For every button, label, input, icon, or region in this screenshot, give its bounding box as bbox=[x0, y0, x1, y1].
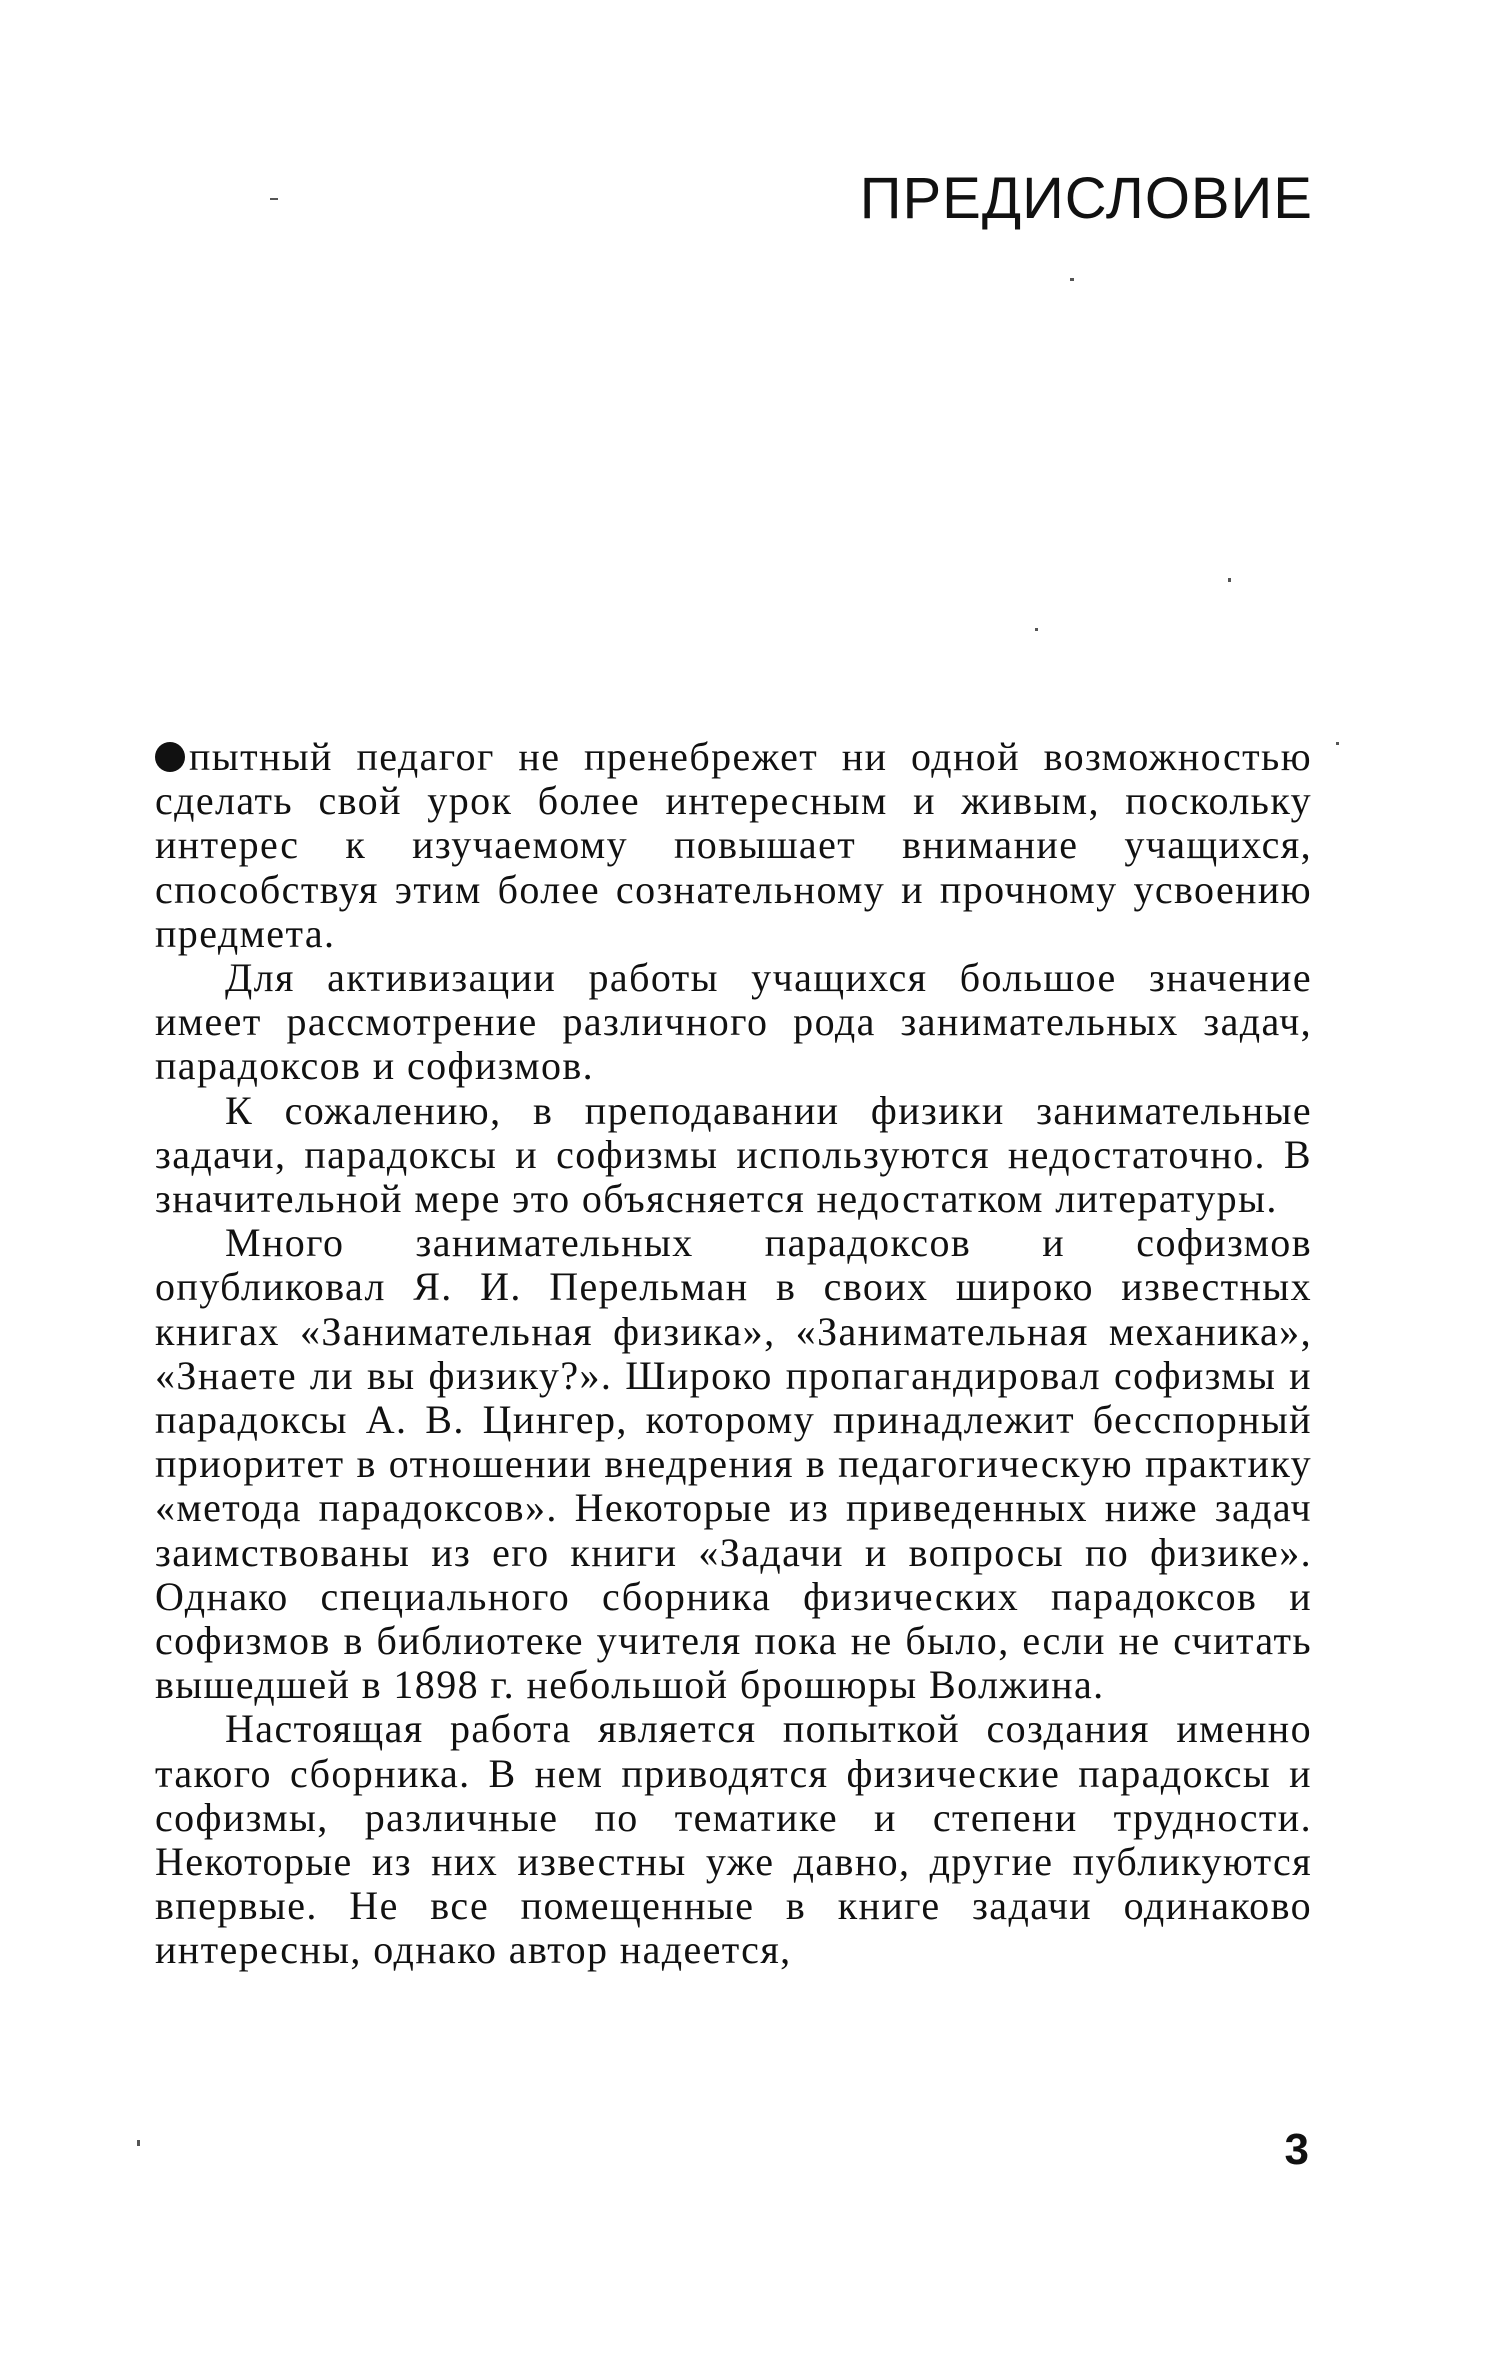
paragraph-5: Настоящая работа является попыткой создания именно такого сборника. В нем приводятся физические парадоксы и софизмы, различные по тематике и степени трудности. Некоторые из них известны уже давно, другие публикуются впервые. Не все помещенные в книге задачи одинаково интересны, однако автор надеется, bbox=[155, 1706, 1312, 1973]
paragraph-3: К сожалению, в преподавании физики занимательные задачи, парадоксы и софизмы используются недостаточно. В значительной мере это объясняется недостатком литературы. bbox=[155, 1087, 1312, 1222]
page-number: 3 bbox=[1284, 2125, 1309, 2174]
chapter-title: ПРЕДИСЛОВИЕ bbox=[859, 166, 1313, 231]
scan-speck bbox=[1070, 278, 1074, 281]
preface-body bbox=[155, 735, 1312, 1973]
paragraph-1-text: пытный педагог не пренебрежет ни одной возможностью сделать свой урок более интересным и живым, поскольку интерес к изучаемому повышает внимание учащихся, способствуя этим более сознательному и прочному усвоению предмета. bbox=[155, 734, 1312, 956]
scan-speck bbox=[1336, 742, 1339, 745]
paragraph-2: Для активизации работы учащихся большое значение имеет рассмотрение различного рода занимательных задач, парадоксов и софизмов. bbox=[155, 955, 1312, 1089]
paragraph-1 bbox=[155, 735, 1312, 956]
scan-speck bbox=[1035, 628, 1038, 631]
scan-speck bbox=[1228, 578, 1231, 582]
scan-speck bbox=[270, 198, 278, 200]
drop-cap-o-mark bbox=[155, 742, 185, 772]
scan-speck bbox=[137, 2140, 140, 2146]
paragraph-4: Много занимательных парадоксов и софизмов опубликовал Я. И. Перельман в своих широко известных книгах «Занимательная физика», «Занимательная механика», «Знаете ли вы физику?». Широко пропагандировал софизмы и парадоксы А. В. Цингер, которому принадлежит бесспорный приоритет в отношении внедрения в педагогическую практику «метода парадоксов». Некоторые из приведенных ниже задач заимствованы из его книги «Задачи и вопросы по физике». Однако специального сборника физических парадоксов и софизмов в библиотеке учителя пока не было, если не считать вышедшей в 1898 г. небольшой брошюры Волжина. bbox=[155, 1220, 1312, 1708]
